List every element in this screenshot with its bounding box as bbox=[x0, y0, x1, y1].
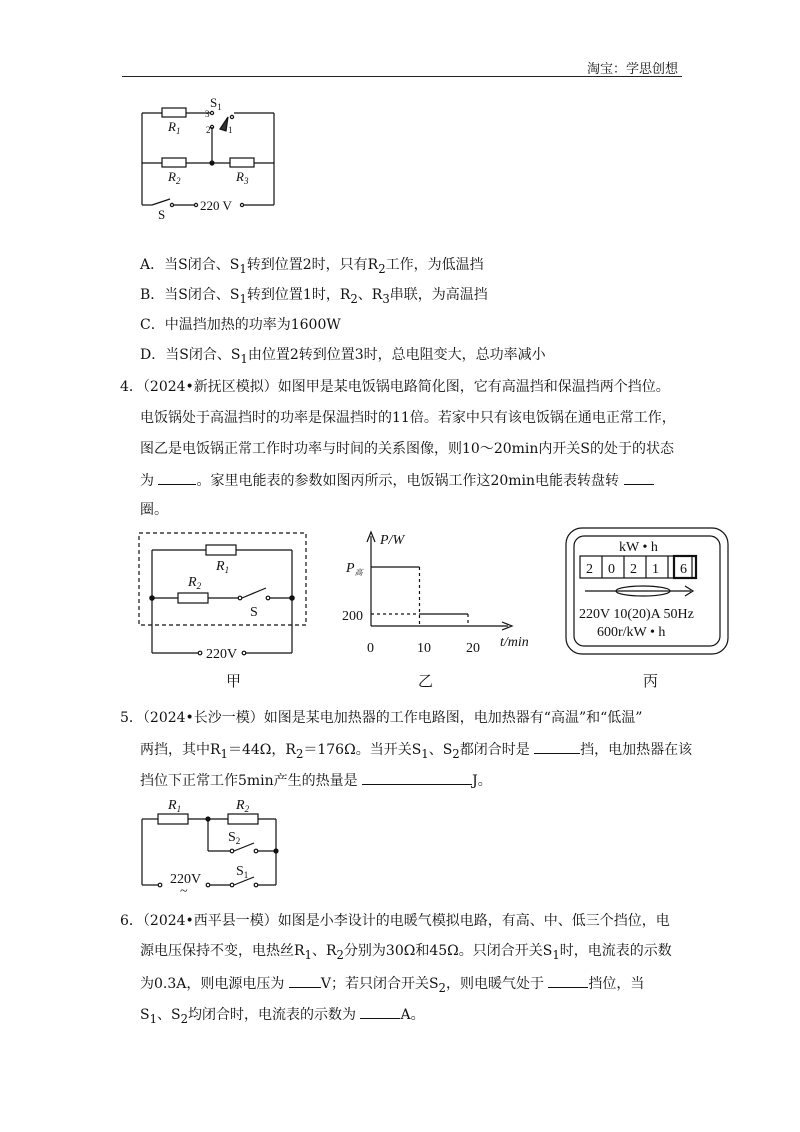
q3-option-d: D．当S闭合、$S_1$由位置2转到位置3时，总电阻变大，总功率减小 bbox=[140, 347, 546, 366]
q4-line-1: 4．（2024•新抚区模拟）如图甲是某电饭锅电路简化图，它有高温挡和保温挡两个挡位。 bbox=[120, 379, 670, 395]
q4-fig-jia-dashed-box bbox=[139, 533, 306, 625]
q4-fig-jia-switch-s bbox=[242, 588, 266, 598]
q4-fig-yi-label-phigh: $P_高$ bbox=[346, 561, 363, 577]
q4-fig-yi-tick-0: 0 bbox=[367, 641, 374, 656]
q4-fig-bing-digit: 2 bbox=[630, 562, 637, 577]
q3-option-a: A．当S闭合、$S_1$转到位置2时，只有$R_2$工作，为低温挡 bbox=[140, 257, 484, 276]
q4-fig-bing-spec-2: 600r/kW • h bbox=[597, 625, 666, 640]
q6-line-3: 为0.3A，则电源电压为 V；若只闭合开关$S_2$，则电暖气处于 挡位，当 bbox=[140, 976, 645, 995]
q5-terminal bbox=[230, 849, 234, 853]
q3-terminal-1 bbox=[230, 115, 233, 118]
q4-fig-jia-label-s: S bbox=[250, 605, 258, 620]
q5-label-r1: $R_1$ bbox=[168, 798, 182, 814]
q4-fig-jia-circuit bbox=[138, 532, 308, 664]
q4-fig-yi-tick-200: 200 bbox=[342, 609, 363, 624]
q4-fig-yi-xlabel: t/min bbox=[500, 635, 529, 650]
q3-switch-s bbox=[152, 199, 170, 205]
q4-fig-jia-terminal bbox=[238, 596, 242, 600]
q3-resistor-r1 bbox=[162, 108, 186, 117]
q4-fig-jia-resistor-r1 bbox=[206, 545, 236, 555]
q5-label-s1: $S_1$ bbox=[236, 864, 249, 880]
q5-answer-blank-2[interactable] bbox=[362, 772, 472, 785]
q4-fig-jia-label-r1: $R_1$ bbox=[216, 559, 230, 575]
q4-fig-yi-tick-20: 20 bbox=[466, 641, 480, 656]
q4-fig-yi-ylabel: P/W bbox=[380, 533, 405, 548]
q3-option-b: B．当S闭合、$S_1$转到位置1时，$R_2$、$R_3$串联，为高温挡 bbox=[140, 287, 488, 306]
q4-fig-jia-label-voltage: 220V bbox=[206, 647, 238, 662]
q4-fig-jia-terminal bbox=[266, 596, 270, 600]
q6-line-2: 源电压保持不变，电热丝$R_1$、$R_2$分别为30Ω和45Ω。只闭合开关$S_1$时，电流表的示数 bbox=[140, 943, 672, 962]
q4-answer-blank-2[interactable] bbox=[624, 472, 654, 485]
q4-line-2: 电饭锅处于高温挡时的功率是保温挡时的11倍。若家中只有该电饭锅在通电正常工作， bbox=[140, 410, 676, 426]
q4-line-4: 为 。家里电能表的参数如图丙所示，电饭锅工作这20min电能表转盘转 bbox=[140, 472, 654, 488]
q5-line-1: 5．（2024•长沙一模）如图是某电加热器的工作电路图，电加热器有“高温”和“低温” bbox=[120, 710, 643, 726]
q3-label-pos3: 3 bbox=[205, 109, 210, 119]
q5-answer-blank-1[interactable] bbox=[534, 741, 580, 754]
q4-fig-bing-meter bbox=[565, 527, 730, 657]
q5-circuit-diagram bbox=[136, 793, 286, 899]
q4-fig-jia-label-r2: $R_2$ bbox=[188, 575, 202, 591]
q5-label-r2: $R_2$ bbox=[236, 798, 250, 814]
q5-junction bbox=[274, 849, 278, 853]
q3-label-r1: $R_1$ bbox=[168, 119, 181, 136]
header-rule bbox=[122, 76, 682, 77]
q4-fig-yi-tick-10: 10 bbox=[417, 641, 431, 656]
q4-fig-jia-caption: 甲 bbox=[226, 672, 242, 690]
q4-fig-bing-digit: 2 bbox=[586, 562, 593, 577]
q3-terminal bbox=[240, 203, 243, 206]
q4-fig-jia-resistor-r2 bbox=[178, 593, 208, 603]
q3-terminal-3 bbox=[210, 111, 213, 114]
q3-junction bbox=[210, 161, 214, 165]
q6-answer-blank-3[interactable] bbox=[360, 1006, 400, 1019]
q3-label-s: S bbox=[158, 207, 166, 222]
q6-answer-blank-1[interactable] bbox=[289, 975, 321, 988]
q4-fig-bing-spec-1: 220V 10(20)A 50Hz bbox=[579, 607, 694, 622]
q3-label-voltage: 220 V bbox=[200, 198, 232, 213]
q4-fig-jia-junction bbox=[290, 596, 294, 600]
q4-fig-yi-caption: 乙 bbox=[418, 672, 434, 690]
q4-fig-jia-terminal bbox=[242, 651, 246, 655]
q5-terminal bbox=[158, 883, 162, 887]
q4-fig-jia-junction bbox=[150, 596, 154, 600]
q3-label-r2: $R_2$ bbox=[168, 169, 181, 186]
q6-answer-blank-2[interactable] bbox=[548, 975, 588, 988]
q3-label-pos2: 2 bbox=[206, 125, 211, 135]
q3-option-c: C．中温挡加热的功率为1600W bbox=[140, 317, 341, 333]
q4-line-3: 图乙是电饭锅正常工作时功率与时间的关系图像，则10～20min内开关S的处于的状态 bbox=[140, 441, 674, 457]
q3-label-s1: $S_1$ bbox=[210, 95, 222, 112]
q6-line-1: 6．（2024•西平县一模）如图是小李设计的电暖气模拟电路，有高、中、低三个挡位，电 bbox=[120, 913, 670, 929]
q5-terminal bbox=[254, 883, 258, 887]
q3-label-r3: $R_3$ bbox=[236, 169, 249, 186]
q5-terminal bbox=[254, 849, 258, 853]
q3-terminal bbox=[194, 203, 197, 206]
q4-line-5: 圈。 bbox=[140, 502, 168, 518]
q4-fig-bing-caption: 丙 bbox=[643, 672, 659, 690]
q5-label-s2: $S_2$ bbox=[228, 830, 241, 846]
q5-label-ac: ~ bbox=[180, 884, 188, 899]
q4-fig-jia-terminal bbox=[198, 651, 202, 655]
q5-label-voltage: 220V bbox=[170, 872, 202, 887]
q4-fig-yi-graph bbox=[340, 528, 540, 660]
q3-circuit-diagram bbox=[130, 95, 290, 220]
q3-terminal bbox=[170, 203, 173, 206]
q4-answer-blank-1[interactable] bbox=[158, 472, 196, 485]
header-source: 淘宝：学思创想 bbox=[586, 62, 678, 77]
q3-switch-s1-blade bbox=[220, 117, 228, 131]
q5-line-3: 挡位下正常工作5min产生的热量是 J。 bbox=[140, 773, 492, 789]
q4-fig-bing-digit: 1 bbox=[652, 562, 659, 577]
q5-line-2: 两挡，其中$R_1=44\Omega$，$R_2=176\Omega$。当开关$S_1$、$S_2$都闭合时是 挡，电加热器在该 bbox=[140, 742, 693, 761]
q4-fig-bing-unit: kW • h bbox=[619, 540, 658, 555]
q4-fig-bing-digit: 0 bbox=[608, 562, 615, 577]
q3-label-pos1: 1 bbox=[228, 125, 233, 135]
q5-terminal bbox=[206, 883, 210, 887]
q3-resistor-r3 bbox=[230, 158, 254, 167]
q4-fig-bing-digit: 6 bbox=[680, 562, 687, 577]
q6-line-4: $S_1$、$S_2$均闭合时，电流表的示数为 A。 bbox=[140, 1007, 425, 1026]
q5-resistor-r1 bbox=[158, 814, 188, 824]
q5-resistor-r2 bbox=[228, 814, 258, 824]
q5-terminal bbox=[230, 883, 234, 887]
q3-resistor-r2 bbox=[162, 158, 186, 167]
